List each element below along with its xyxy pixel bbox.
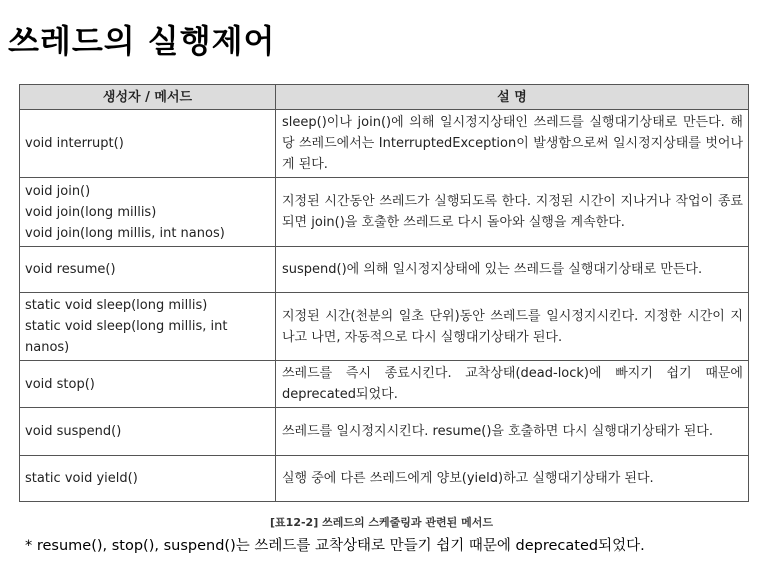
method-signature: static void sleep(long millis) bbox=[25, 298, 208, 313]
header-description: 설 명 bbox=[276, 85, 749, 110]
method-cell bbox=[20, 456, 276, 502]
table-row bbox=[20, 178, 749, 247]
method-signature: static void yield() bbox=[25, 471, 138, 486]
method-cell bbox=[20, 408, 276, 456]
table-row bbox=[20, 110, 749, 178]
method-signature: void resume() bbox=[25, 262, 116, 277]
method-signature: static void sleep(long millis, int nanos) bbox=[25, 319, 228, 355]
method-signature: void join() bbox=[25, 183, 91, 199]
method-cell bbox=[20, 110, 276, 178]
footnote: * resume(), stop(), suspend()는 쓰레드를 교착상태로 만들기 쉽기 때문에 deprecated되었다. bbox=[25, 538, 645, 554]
description-cell: 실행 중에 다른 쓰레드에게 양보(yield)하고 실행대기상태가 된다. bbox=[276, 456, 749, 502]
description-cell: 지정된 시간(천분의 일초 단위)동안 쓰레드를 일시정지시킨다. 지정한 시간이 지나고 나면, 자동적으로 다시 실행대기상태가 된다. bbox=[276, 293, 749, 361]
table-header-row bbox=[20, 85, 749, 110]
table-row bbox=[20, 456, 749, 502]
page-title: 쓰레드의 실행제어 bbox=[8, 22, 276, 60]
method-cell bbox=[20, 293, 276, 361]
description-cell: 쓰레드를 일시정지시킨다. resume()을 호출하면 다시 실행대기상태가 된다. bbox=[276, 408, 749, 456]
table-row bbox=[20, 408, 749, 456]
description-cell: 지정된 시간동안 쓰레드가 실행되도록 한다. 지정된 시간이 지나거나 작업이 종료되면 join()을 호출한 쓰레드로 다시 돌아와 실행을 계속한다. bbox=[276, 178, 749, 247]
table-caption: [표12-2] 쓰레드의 스케줄링과 관련된 메서드 bbox=[270, 516, 493, 529]
table-row bbox=[20, 293, 749, 361]
method-signature: void suspend() bbox=[25, 424, 122, 439]
methods-table bbox=[19, 84, 749, 502]
description-cell: 쓰레드를 즉시 종료시킨다. 교착상태(dead-lock)에 빠지기 쉽기 때문에 deprecated되었다. bbox=[276, 361, 749, 408]
description-cell: suspend()에 의해 일시정지상태에 있는 쓰레드를 실행대기상태로 만든다. bbox=[276, 247, 749, 293]
header-constructor-method: 생성자 / 메서드 bbox=[20, 85, 276, 110]
method-cell bbox=[20, 178, 276, 247]
method-signature: void stop() bbox=[25, 376, 95, 392]
description-cell: sleep()이나 join()에 의해 일시정지상태인 쓰레드를 실행대기상태로 만든다. 해당 쓰레드에서는 InterruptedException이 발생함으로써 일시정지상태를 벗어나게 된다. bbox=[276, 110, 749, 178]
table-row bbox=[20, 361, 749, 408]
method-cell bbox=[20, 247, 276, 293]
method-cell bbox=[20, 361, 276, 408]
method-signature: void join(long millis) bbox=[25, 204, 157, 220]
method-signature: void interrupt() bbox=[25, 136, 124, 151]
table-row bbox=[20, 247, 749, 293]
method-signature: void join(long millis, int nanos) bbox=[25, 225, 225, 241]
